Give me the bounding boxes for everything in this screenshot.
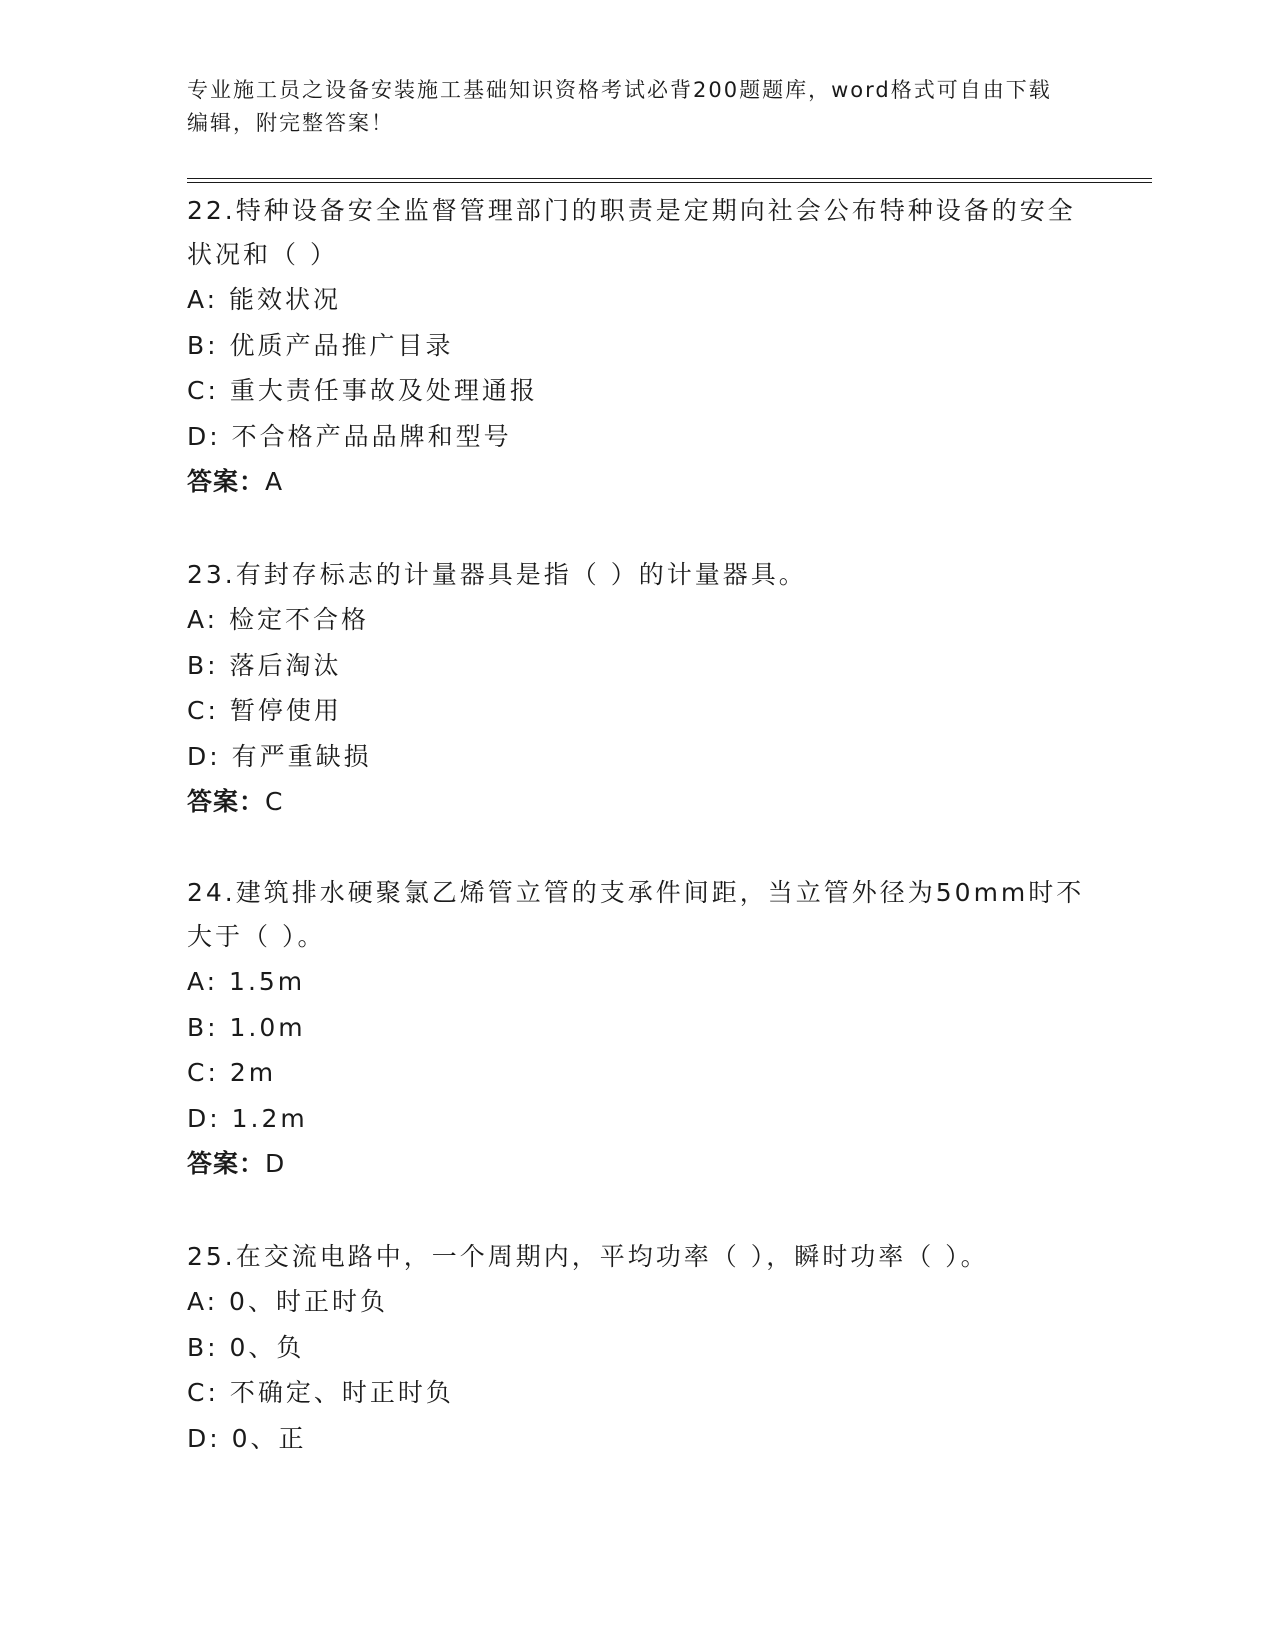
answer-value: D bbox=[265, 1149, 286, 1178]
option-b: B: 0、负 bbox=[187, 1332, 305, 1362]
option-b: B: 优质产品推广目录 bbox=[187, 330, 454, 360]
question-25 bbox=[187, 1235, 1087, 1461]
option-d: D: 0、正 bbox=[187, 1423, 307, 1453]
answer-label: 答案： bbox=[187, 1149, 266, 1178]
option-b: B: 1.0m bbox=[187, 1012, 306, 1042]
answer-line bbox=[187, 1141, 1087, 1187]
option-c: C: 2m bbox=[187, 1058, 277, 1087]
option-a: A: 0、时正时负 bbox=[187, 1287, 388, 1316]
question-24 bbox=[187, 871, 1087, 1187]
answer-line bbox=[187, 779, 1087, 825]
document-header: 专业施工员之设备安装施工基础知识资格考试必背200题题库，word格式可自由下载编辑，附完整答案！ bbox=[187, 78, 1052, 135]
answer-label: 答案： bbox=[187, 787, 266, 816]
option-d: D: 有严重缺损 bbox=[187, 741, 372, 771]
option-c: C: 重大责任事故及处理通报 bbox=[187, 376, 538, 405]
option-a: A: 检定不合格 bbox=[187, 605, 370, 634]
option-d: D: 1.2m bbox=[187, 1103, 308, 1133]
question-22 bbox=[187, 189, 1087, 505]
header-divider-bottom bbox=[187, 182, 1152, 183]
question-text: 23.有封存标志的计量器具是指（ ）的计量器具。 bbox=[187, 560, 807, 589]
option-a: A: 能效状况 bbox=[187, 285, 342, 314]
option-c: C: 不确定、时正时负 bbox=[187, 1378, 454, 1407]
option-a: A: 1.5m bbox=[187, 967, 306, 996]
question-23 bbox=[187, 553, 1087, 825]
answer-value: A bbox=[265, 467, 284, 496]
option-d: D: 不合格产品品牌和型号 bbox=[187, 421, 512, 451]
answer-value: C bbox=[265, 787, 284, 816]
question-text: 25.在交流电路中，一个周期内，平均功率（ ），瞬时功率（ ）。 bbox=[187, 1242, 989, 1271]
answer-line bbox=[187, 459, 1087, 505]
question-text: 22.特种设备安全监督管理部门的职责是定期向社会公布特种设备的安全状况和（ ） bbox=[187, 196, 1076, 269]
option-b: B: 落后淘汰 bbox=[187, 650, 342, 680]
header-divider-top bbox=[187, 178, 1152, 179]
answer-label: 答案： bbox=[187, 467, 266, 496]
question-text: 24.建筑排水硬聚氯乙烯管立管的支承件间距，当立管外径为50mm时不大于（ ）。 bbox=[187, 878, 1085, 951]
option-c: C: 暂停使用 bbox=[187, 696, 342, 725]
